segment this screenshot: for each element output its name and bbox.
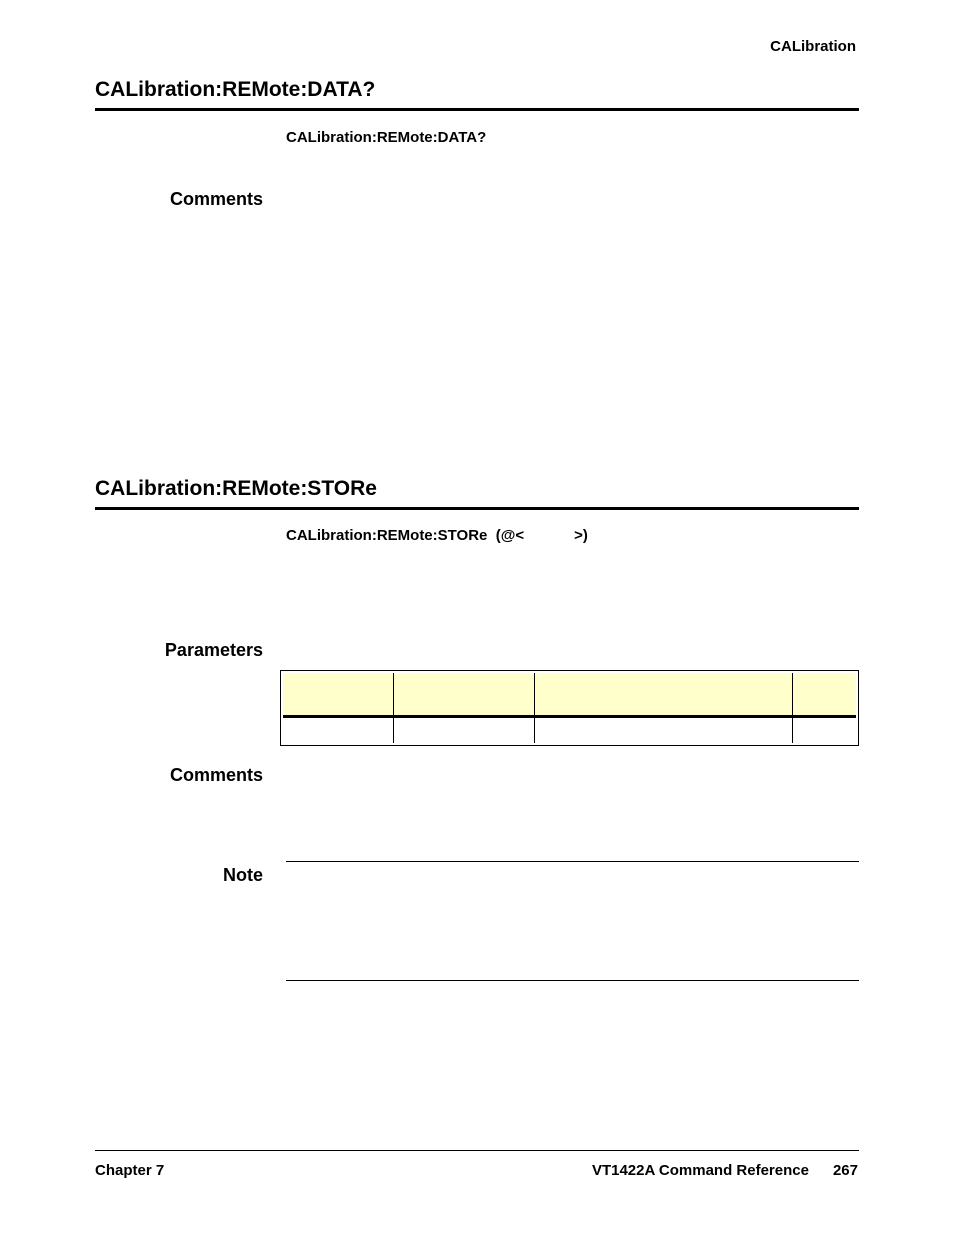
note-top-rule xyxy=(286,861,859,862)
table-header-cell xyxy=(792,673,856,717)
parameters-label: Parameters xyxy=(164,640,263,660)
table-header-cell xyxy=(393,673,534,717)
syntax-remote-store: CALibration:REMote:STORe (@< >) xyxy=(286,527,588,544)
page-number: 267 xyxy=(832,1162,858,1179)
table-cell xyxy=(283,717,393,744)
section-title-remote-data: CALibration:REMote:DATA? xyxy=(95,78,376,101)
footer-manual-title: VT1422A Command Reference xyxy=(591,1162,809,1179)
table-header-cell xyxy=(534,673,792,717)
section-rule xyxy=(95,507,859,510)
section-rule xyxy=(95,108,859,111)
table-row xyxy=(283,717,856,744)
running-header: CALibration xyxy=(770,38,856,55)
table-header-cell xyxy=(283,673,393,717)
footer-rule xyxy=(95,1150,859,1151)
comments-label: Comments xyxy=(169,189,263,209)
footer-chapter: Chapter 7 xyxy=(95,1162,165,1179)
section-title-remote-store: CALibration:REMote:STORe xyxy=(95,477,377,500)
parameters-table xyxy=(280,670,859,746)
comments-label: Comments xyxy=(169,765,263,785)
table-cell xyxy=(393,717,534,744)
table-header-row xyxy=(283,673,856,717)
footer-title-page xyxy=(592,1162,858,1179)
note-label: Note xyxy=(223,865,263,885)
note-bottom-rule xyxy=(286,980,859,981)
table-cell xyxy=(792,717,856,744)
table-cell xyxy=(534,717,792,744)
syntax-remote-data: CALibration:REMote:DATA? xyxy=(286,129,487,146)
